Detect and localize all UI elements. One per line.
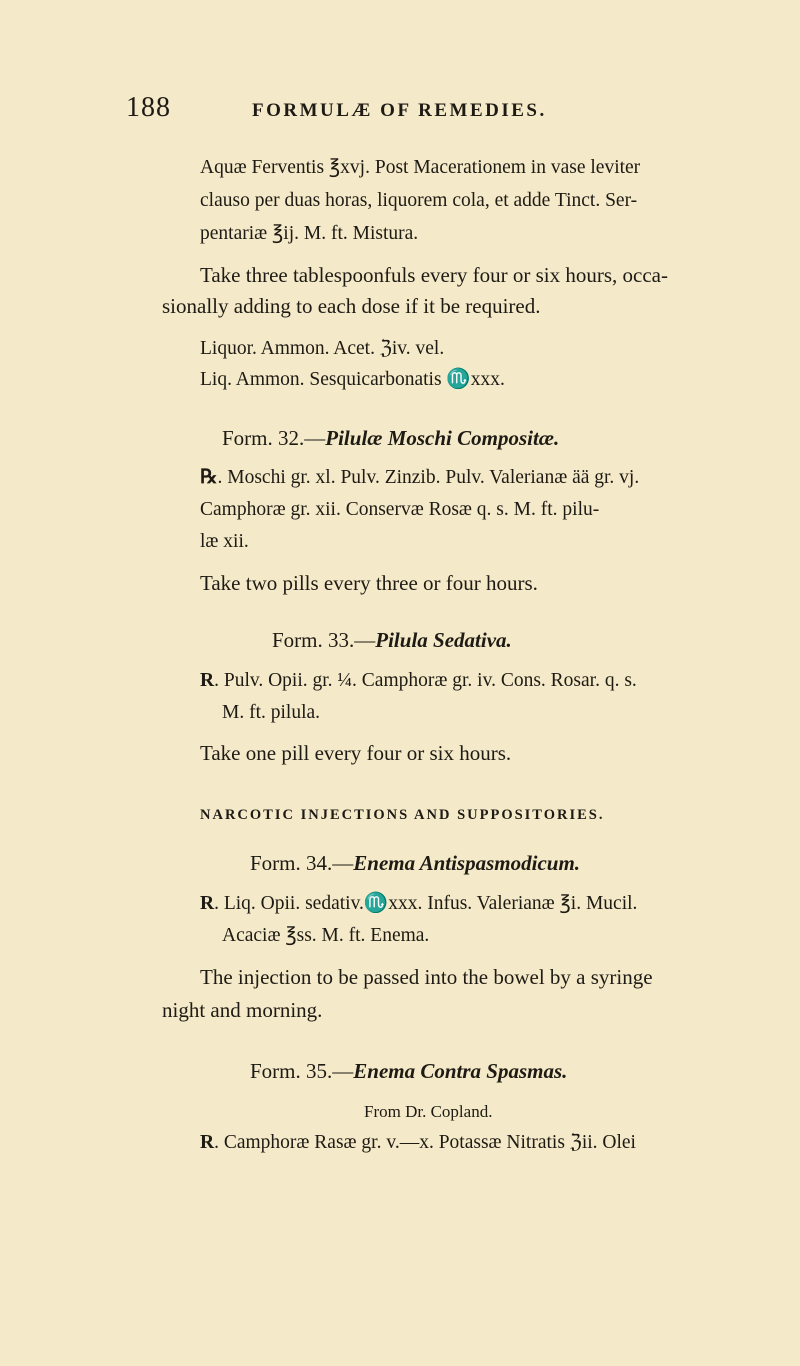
attribution: From Dr. Copland. (364, 1102, 493, 1121)
directions-line: Take two pills every three or four hours. (200, 571, 538, 595)
directions-line: Take one pill every four or six hours. (200, 741, 512, 765)
recipe-line: R. Liq. Opii. sedativ.♏xxx. Infus. Valerianæ ℥i. Mucil. (200, 893, 638, 914)
form-heading (250, 1056, 800, 1087)
recipe-line: Acaciæ ℥ss. M. ft. Enema. (222, 925, 430, 946)
directions-line: The injection to be passed into the bowel by a syringe (200, 965, 653, 989)
form-heading (272, 625, 800, 656)
form-label: Form. 35.— (250, 1059, 354, 1083)
recipe-line: R. Camphoræ Rasæ gr. v.—x. Potassæ Nitratis ℨii. Olei (200, 1132, 636, 1153)
recipe-line: pentariæ ℥ij. M. ft. Mistura. (200, 223, 419, 244)
rx-symbol: R (200, 893, 215, 914)
directions-line: sionally adding to each dose if it be required. (162, 294, 541, 318)
page-number: 188 (126, 92, 171, 123)
form-heading (250, 848, 800, 879)
page-header (0, 92, 800, 132)
form-title: Pilula Sedativa. (375, 628, 512, 652)
recipe-line: Liquor. Ammon. Acet. ℨiv. vel. (200, 338, 445, 359)
form-title: Enema Contra Spasmas. (353, 1059, 568, 1083)
recipe-line: clauso per duas horas, liquorem cola, et adde Tinct. Ser- (200, 190, 638, 211)
section-title: NARCOTIC INJECTIONS AND SUPPOSITORIES. (200, 807, 605, 823)
form-title: Pilulæ Moschi Compositæ. (325, 426, 560, 450)
recipe-line: ℞. Moschi gr. xl. Pulv. Zinzib. Pulv. Valerianæ ää gr. vj. (200, 467, 640, 488)
running-head: FORMULÆ OF REMEDIES. (252, 100, 547, 121)
recipe-line: Liq. Ammon. Sesquicarbonatis ♏xxx. (200, 369, 505, 390)
directions-line: night and morning. (162, 998, 323, 1022)
form-label: Form. 32.— (222, 426, 326, 450)
recipe-line: R. Pulv. Opii. gr. ¼. Camphoræ gr. iv. Cons. Rosar. q. s. (200, 670, 637, 691)
recipe-line: M. ft. pilula. (222, 702, 321, 723)
recipe-line: Aquæ Ferventis ℥xvj. Post Macerationem in vase leviter (200, 157, 641, 178)
form-label: Form. 34.— (250, 851, 354, 875)
form-label: Form. 33.— (272, 628, 376, 652)
form-title: Enema Antispasmodicum. (353, 851, 581, 875)
rx-symbol: R (200, 1132, 215, 1153)
rx-symbol: R (200, 670, 215, 691)
directions-line: Take three tablespoonfuls every four or six hours, occa- (200, 263, 668, 287)
recipe-line: Camphoræ gr. xii. Conservæ Rosæ q. s. M. ft. pilu- (200, 499, 600, 520)
recipe-line: læ xii. (200, 531, 249, 552)
form-heading (222, 423, 800, 454)
rx-symbol: ℞ (200, 467, 218, 488)
